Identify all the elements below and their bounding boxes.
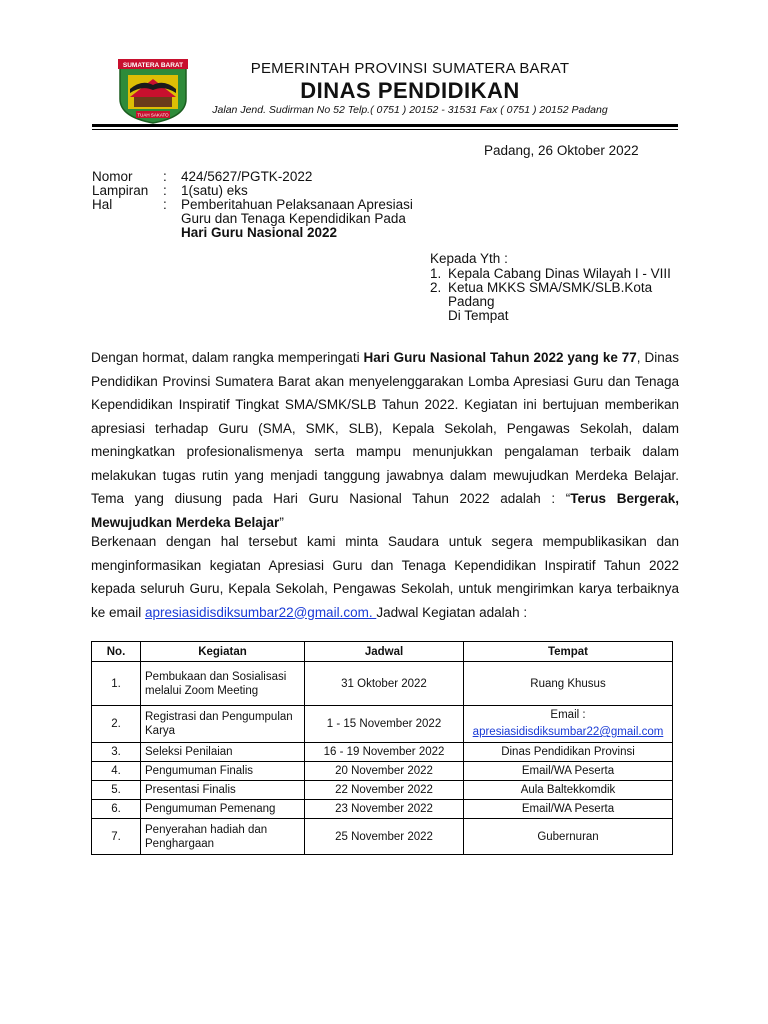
- row-tempat: Email/WA Peserta: [464, 800, 673, 819]
- row-no: 7.: [92, 819, 141, 855]
- nomor-value: 424/5627/PGTK-2022: [181, 169, 313, 184]
- para1-bold-theme: Terus Bergerak, Mewujudkan Merdeka Belajar: [91, 491, 679, 530]
- table-header-row: [92, 642, 673, 662]
- row-kegiatan: Pembukaan dan Sosialisasi melalui Zoom Meeting: [141, 662, 305, 706]
- table-row: [92, 743, 673, 762]
- para1-text-3: ”: [279, 514, 284, 530]
- para2-tail: Jadwal Kegiatan adalah :: [376, 604, 528, 620]
- row-kegiatan: Pengumuman Finalis: [141, 762, 305, 781]
- table-row: [92, 662, 673, 706]
- nomor-label: Nomor: [92, 169, 133, 184]
- opening-paragraph: [91, 346, 679, 534]
- hal-line-3: Hari Guru Nasional 2022: [181, 225, 338, 240]
- row-tempat: Gubernuran: [464, 819, 673, 855]
- row-jadwal: 22 November 2022: [305, 781, 464, 800]
- header-jadwal: Jadwal: [305, 642, 464, 662]
- row-jadwal: 23 November 2022: [305, 800, 464, 819]
- hal-label: Hal: [92, 197, 113, 212]
- row-no: 5.: [92, 781, 141, 800]
- row-tempat: Ruang Khusus: [464, 662, 673, 706]
- row-tempat: Email/WA Peserta: [464, 762, 673, 781]
- header-no: No.: [92, 642, 141, 662]
- place-date: Padang, 26 Oktober 2022: [484, 143, 639, 158]
- hal-colon: :: [163, 197, 167, 212]
- table-row: [92, 706, 673, 743]
- row-tempat: Aula Baltekkomdik: [464, 781, 673, 800]
- row-jadwal: 31 Oktober 2022: [305, 662, 464, 706]
- header-kegiatan: Kegiatan: [141, 642, 305, 662]
- schedule-table: [91, 641, 673, 855]
- recipient-2-no: 2.: [430, 280, 442, 295]
- lampiran-label: Lampiran: [92, 183, 149, 198]
- tempat-email-link[interactable]: apresiasidisdiksumbar22@gmail.com: [472, 726, 664, 738]
- agency-name: DINAS PENDIDIKAN: [300, 78, 520, 103]
- row-jadwal: 20 November 2022: [305, 762, 464, 781]
- header-tempat: Tempat: [464, 642, 673, 662]
- row-kegiatan: Seleksi Penilaian: [141, 743, 305, 762]
- province-logo: [114, 57, 192, 125]
- row-kegiatan: Pengumuman Pemenang: [141, 800, 305, 819]
- recipient-1: Kepala Cabang Dinas Wilayah I - VIII: [448, 266, 671, 281]
- lampiran-value: 1(satu) eks: [181, 183, 248, 198]
- table-row: [92, 762, 673, 781]
- row-tempat-email: [464, 706, 673, 743]
- nomor-colon: :: [163, 169, 167, 184]
- para2-text: Berkenaan dengan hal tersebut kami minta Saudara untuk segera mempublikasikan dan menginformasikan kegiatan Apresiasi Guru dan Tenaga Kependidikan Inspiratif Tahun 2022 kepada seluruh Guru, Kepala Sekolah, Pengawas Sekolah, untuk mengirimkan karya terbaiknya ke email: [91, 534, 679, 620]
- logo-motto-text: TUAH SAKATO: [137, 112, 169, 118]
- publication-paragraph: [91, 530, 679, 624]
- kepada-yth: Kepada Yth :: [430, 251, 508, 266]
- row-kegiatan: Presentasi Finalis: [141, 781, 305, 800]
- table-row: [92, 800, 673, 819]
- hal-line-1: Pemberitahuan Pelaksanaan Apresiasi: [181, 197, 413, 212]
- table-row: [92, 819, 673, 855]
- lampiran-colon: :: [163, 183, 167, 198]
- row-no: 2.: [92, 706, 141, 743]
- government-name: PEMERINTAH PROVINSI SUMATERA BARAT: [250, 60, 570, 77]
- row-kegiatan: Registrasi dan Pengumpulan Karya: [141, 706, 305, 743]
- letterhead-rule-thick: [92, 124, 678, 127]
- row-jadwal: 16 - 19 November 2022: [305, 743, 464, 762]
- row-no: 4.: [92, 762, 141, 781]
- email-link[interactable]: apresiasidisdiksumbar22@gmail.com.: [145, 604, 377, 620]
- row-tempat: Email :: [550, 709, 586, 721]
- logo-banner-text: SUMATERA BARAT: [122, 62, 184, 69]
- recipient-2: Ketua MKKS SMA/SMK/SLB.Kota: [448, 280, 653, 295]
- para1-bold-event: Hari Guru Nasional Tahun 2022 yang ke 77: [363, 350, 637, 365]
- row-no: 6.: [92, 800, 141, 819]
- hal-line-2: Guru dan Tenaga Kependidikan Pada: [181, 211, 406, 226]
- recipient-1-no: 1.: [430, 266, 442, 281]
- row-no: 1.: [92, 662, 141, 706]
- table-row: [92, 781, 673, 800]
- row-jadwal: 25 November 2022: [305, 819, 464, 855]
- row-jadwal: 1 - 15 November 2022: [305, 706, 464, 743]
- letterhead-rule-thin: [92, 129, 678, 130]
- row-kegiatan: Penyerahan hadiah dan Penghargaan: [141, 819, 305, 855]
- agency-address: Jalan Jend. Sudirman No 52 Telp.( 0751 ) 20152 - 31531 Fax ( 0751 ) 20152 Padang: [212, 104, 608, 116]
- recipient-2-cont: Padang: [448, 294, 495, 309]
- di-tempat: Di Tempat: [448, 308, 509, 323]
- row-tempat: Dinas Pendidikan Provinsi: [464, 743, 673, 762]
- para1-text-2: , Dinas Pendidikan Provinsi Sumatera Barat akan menyelenggarakan Lomba Apresiasi Guru dan Tenaga Kependidikan Inspiratif Tingkat SMA/SMK/SLB Tahun 2022. Kegiatan ini bertujuan memberikan apresiasi terhadap Guru (SMA, SMK, SLB), Kepala Sekolah, Pengawas Sekolah, dalam meningkatkan profesionalismenya serta mampu menunjukkan pengalaman terbaik dalam melakukan tugas rutin yang menjadi tanggung jawabnya dalam mewujudkan Merdeka Belajar. Tema yang diusung pada Hari Guru Nasional Tahun 2022 adalah : “: [91, 350, 679, 506]
- row-no: 3.: [92, 743, 141, 762]
- para1-text-1: Dengan hormat, dalam rangka memperingati: [91, 350, 364, 365]
